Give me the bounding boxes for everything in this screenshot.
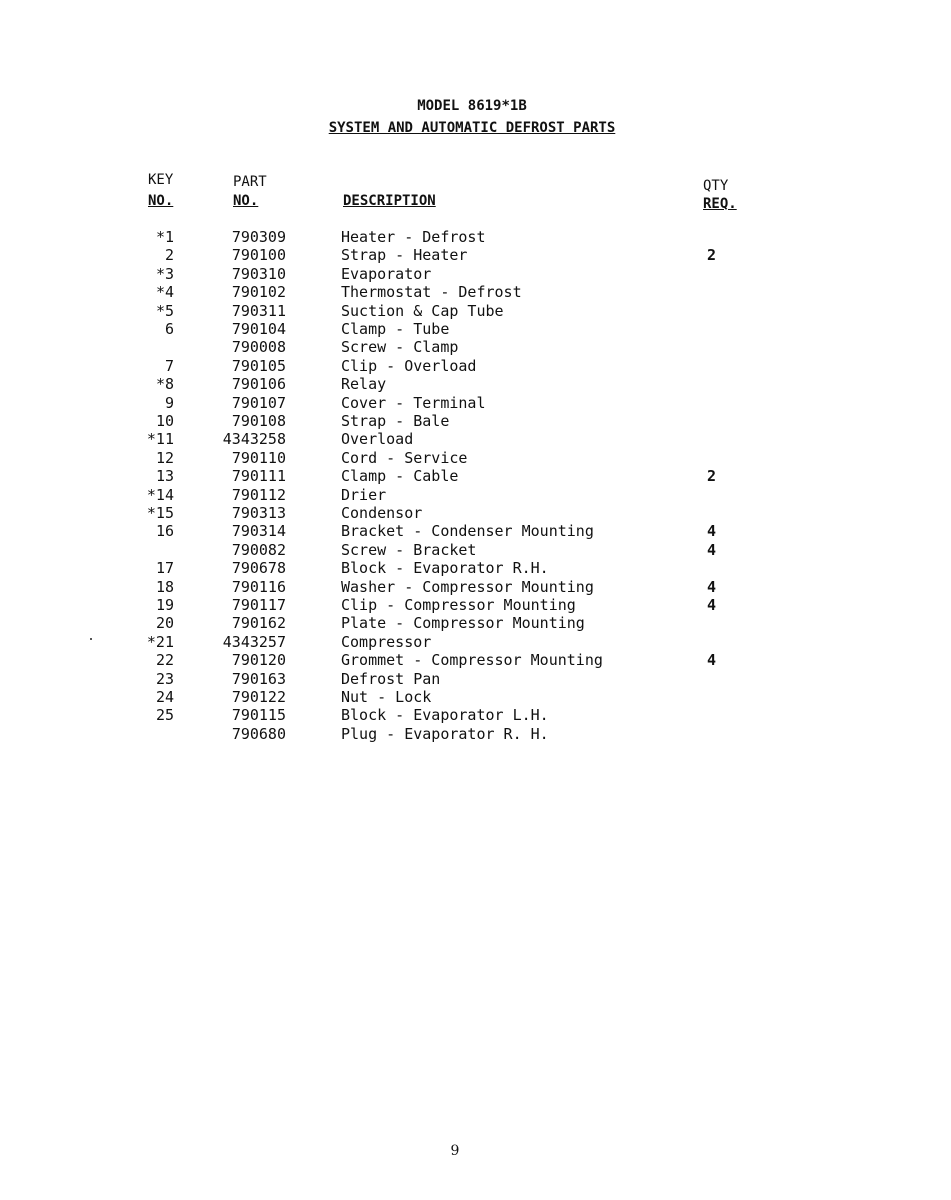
table-row	[0, 246, 951, 264]
part-number-cell: 790309	[231, 228, 286, 246]
qty-cell: 2	[707, 246, 717, 265]
description-cell: Suction & Cap Tube	[341, 301, 504, 320]
table-row	[0, 357, 951, 375]
description-cell: Defrost Pan	[341, 669, 441, 688]
description-cell: Clamp - Cable	[341, 467, 459, 486]
table-row	[0, 725, 951, 743]
key-cell: 25	[155, 706, 174, 725]
part-number-cell: 790163	[231, 669, 286, 688]
part-number-cell: 4343258	[222, 430, 286, 449]
description-cell: Plate - Compressor Mounting	[341, 614, 585, 633]
qty-cell: 2	[707, 467, 717, 486]
table-row	[0, 522, 951, 540]
table-row	[0, 504, 951, 522]
description-cell: Clip - Compressor Mounting	[341, 596, 576, 614]
description-cell: Nut - Lock	[341, 688, 432, 706]
part-number-cell: 790116	[231, 577, 286, 596]
table-row	[0, 633, 951, 651]
description-cell: Strap - Heater	[341, 246, 468, 265]
table-row	[0, 486, 951, 504]
key-cell: 7	[164, 356, 174, 375]
header-qty-bottom: REQ.	[703, 196, 737, 212]
qty-cell: 4	[707, 651, 717, 670]
page-title: MODEL 8619*1B	[417, 98, 527, 114]
qty-cell: 4	[707, 577, 717, 596]
table-row	[0, 375, 951, 393]
key-cell: 22	[155, 651, 174, 670]
table-row	[0, 430, 951, 448]
table-row	[0, 706, 951, 724]
description-cell: Plug - Evaporator R. H.	[341, 724, 549, 743]
description-cell: Compressor	[341, 632, 432, 651]
key-cell: *5	[155, 301, 174, 320]
key-cell: 13	[155, 467, 174, 486]
table-row	[0, 670, 951, 688]
part-number-cell: 790104	[231, 320, 286, 338]
part-number-cell: 790100	[231, 246, 286, 265]
header-key-bottom: NO.	[148, 193, 174, 209]
header-qty-top: QTY	[703, 178, 729, 194]
header-key-top: KEY	[148, 172, 174, 188]
qty-cell: 4	[707, 522, 717, 541]
table-row	[0, 559, 951, 577]
part-number-cell: 790115	[231, 706, 286, 725]
table-row	[0, 688, 951, 706]
key-cell: *8	[155, 375, 174, 394]
table-row	[0, 449, 951, 467]
description-cell: Relay	[341, 375, 387, 394]
part-number-cell: 790108	[231, 412, 286, 430]
description-cell: Overload	[341, 430, 414, 449]
table-row	[0, 228, 951, 246]
page-number: 9	[450, 1143, 460, 1159]
table-row	[0, 578, 951, 596]
part-number-cell: 790122	[231, 688, 286, 706]
key-cell: 17	[155, 559, 174, 578]
description-cell: Clip - Overload	[341, 356, 477, 375]
description-cell: Grommet - Compressor Mounting	[341, 651, 603, 670]
part-number-cell: 790107	[231, 393, 286, 412]
key-cell: *4	[155, 283, 174, 302]
part-number-cell: 790082	[231, 540, 286, 559]
description-cell: Block - Evaporator L.H.	[341, 706, 549, 725]
table-row	[0, 541, 951, 559]
table-row	[0, 283, 951, 301]
part-number-cell: 790313	[231, 504, 286, 522]
part-number-cell: 790311	[231, 301, 286, 320]
description-cell: Drier	[341, 485, 387, 504]
key-cell: 12	[155, 448, 174, 467]
table-row	[0, 320, 951, 338]
key-cell: *1	[155, 228, 174, 246]
part-number-cell: 790120	[231, 651, 286, 670]
header-description: DESCRIPTION	[343, 193, 436, 209]
header-part-top: PART	[233, 174, 267, 190]
description-cell: Screw - Clamp	[341, 338, 459, 357]
description-cell: Screw - Bracket	[341, 540, 477, 559]
key-cell: 18	[155, 577, 174, 596]
part-number-cell: 790105	[231, 356, 286, 375]
description-cell: Block - Evaporator R.H.	[341, 559, 549, 578]
key-cell: 10	[155, 412, 174, 430]
table-row	[0, 596, 951, 614]
part-number-cell: 790117	[231, 596, 286, 614]
key-cell: *15	[146, 504, 174, 522]
description-cell: Washer - Compressor Mounting	[341, 577, 594, 596]
key-cell: 24	[155, 688, 174, 706]
description-cell: Cord - Service	[341, 448, 468, 467]
key-cell: *3	[155, 264, 174, 283]
table-row	[0, 412, 951, 430]
page-subtitle: SYSTEM AND AUTOMATIC DEFROST PARTS	[328, 120, 616, 136]
scan-speck	[90, 638, 92, 640]
key-cell: 20	[155, 614, 174, 633]
key-cell: *21	[146, 632, 174, 651]
part-number-cell: 790680	[231, 724, 286, 743]
key-cell: *11	[146, 430, 174, 449]
table-row	[0, 614, 951, 632]
part-number-cell: 790310	[231, 264, 286, 283]
part-number-cell: 790008	[231, 338, 286, 357]
key-cell: 2	[164, 246, 174, 265]
table-row	[0, 394, 951, 412]
table-row	[0, 338, 951, 356]
part-number-cell: 790110	[231, 448, 286, 467]
qty-cell: 4	[707, 596, 717, 614]
table-row	[0, 651, 951, 669]
description-cell: Evaporator	[341, 264, 432, 283]
description-cell: Strap - Bale	[341, 412, 450, 430]
description-cell: Cover - Terminal	[341, 393, 486, 412]
part-number-cell: 790678	[231, 559, 286, 578]
description-cell: Bracket - Condenser Mounting	[341, 522, 594, 541]
part-number-cell: 4343257	[222, 632, 286, 651]
part-number-cell: 790112	[231, 485, 286, 504]
description-cell: Heater - Defrost	[341, 228, 486, 246]
header-part-bottom: NO.	[233, 193, 259, 209]
description-cell: Thermostat - Defrost	[341, 283, 522, 302]
key-cell: 6	[164, 320, 174, 338]
key-cell: 23	[155, 669, 174, 688]
description-cell: Clamp - Tube	[341, 320, 450, 338]
table-row	[0, 265, 951, 283]
part-number-cell: 790106	[231, 375, 286, 394]
part-number-cell: 790111	[231, 467, 286, 486]
key-cell: 9	[164, 393, 174, 412]
table-row	[0, 302, 951, 320]
key-cell: *14	[146, 485, 174, 504]
qty-cell: 4	[707, 540, 717, 559]
part-number-cell: 790314	[231, 522, 286, 541]
part-number-cell: 790162	[231, 614, 286, 633]
key-cell: 16	[155, 522, 174, 541]
part-number-cell: 790102	[231, 283, 286, 302]
key-cell: 19	[155, 596, 174, 614]
table-row	[0, 467, 951, 485]
description-cell: Condensor	[341, 504, 423, 522]
